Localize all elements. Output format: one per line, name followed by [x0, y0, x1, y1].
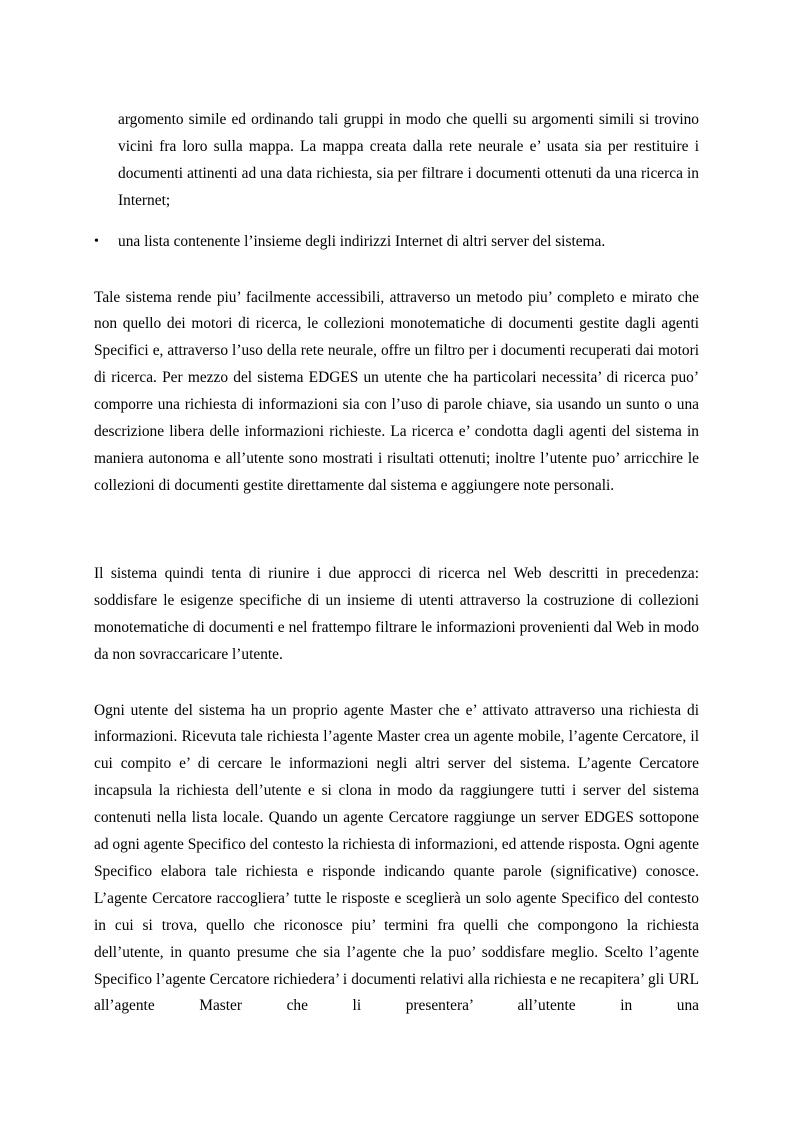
paragraph-approaches: Il sistema quindi tenta di riunire i due approcci di ricerca nel Web descritti in precedenza: soddisfare le esigenze specifiche di un insieme di utenti attraverso la costruzione di collezioni monotematiche di documenti e nel frattempo filtrare le informazioni provenienti dal Web in modo da non sovraccaricare l’utente.	[94, 565, 699, 663]
bullet-icon: •	[94, 234, 99, 249]
bullet-list	[94, 229, 699, 256]
list-item-text: una lista contenente l’insieme degli indirizzi Internet di altri server del sistema.	[118, 233, 606, 250]
list-item	[94, 229, 699, 256]
paragraph-edges-overview: Tale sistema rende piu’ facilmente accessibili, attraverso un metodo piu’ completo e mirato che non quello dei motori di ricerca, le collezioni monotematiche di documenti gestite dagli agenti Specifici e, attraverso l’uso della rete neurale, offre un filtro per i documenti recuperati dai motori di ricerca. Per mezzo del sistema EDGES un utente che ha particolari necessita’ di ricerca puo’ comporre una richiesta di informazioni sia con l’uso di parole chiave, sia usando un sunto o una descrizione libera delle informazioni richieste. La ricerca e’ condotta dagli agenti del sistema in maniera autonoma e all’utente sono mostrati i risultati ottenuti; inoltre l’utente puo’ arricchire le collezioni di documenti gestite direttamente dal sistema e aggiungere note personali.	[94, 288, 699, 494]
continued-list-item-text: argomento simile ed ordinando tali gruppi in modo che quelli su argomenti simili si trovino vicini fra loro sulla mappa. La mappa creata dalla rete neurale e’ usata sia per restituire i documenti attinenti ad una data richiesta, sia per filtrare i documenti ottenuti da una ricerca in Internet;	[118, 111, 699, 210]
paragraph-master-agent: Ogni utente del sistema ha un proprio agente Master che e’ attivato attraverso una richiesta di informazioni. Ricevuta tale richiesta l’agente Master crea un agente mobile, l’agente Cercatore, il cui compito e’ di cercare le informazioni negli altri server del sistema. L’agente Cercatore incapsula la richiesta dell’utente e si clona in modo da raggiungere tutti i server del sistema contenuti nella lista locale. Quando un agente Cercatore raggiunge un server EDGES sottopone ad ogni agente Specifico del contesto la richiesta di informazioni, ed attende risposta. Ogni agente Specifico elabora tale richiesta e risponde indicando quante parole (significative) conosce. L’agente Cercatore raccogliera’ tutte le risposte e sceglierà un solo agente Specifico del contesto in cui si trova, quello che riconosce piu’ termini fra quelli che compongono la richiesta dell’utente, in quanto presume che sia l’agente che la puo’ soddisfare meglio. Scelto l’agente Specifico l’agente Cercatore richiedera’ i documenti relativi alla richiesta e ne recapitera’ gli URL all’agente Master che li presentera’ all’utente in una	[94, 701, 699, 1015]
